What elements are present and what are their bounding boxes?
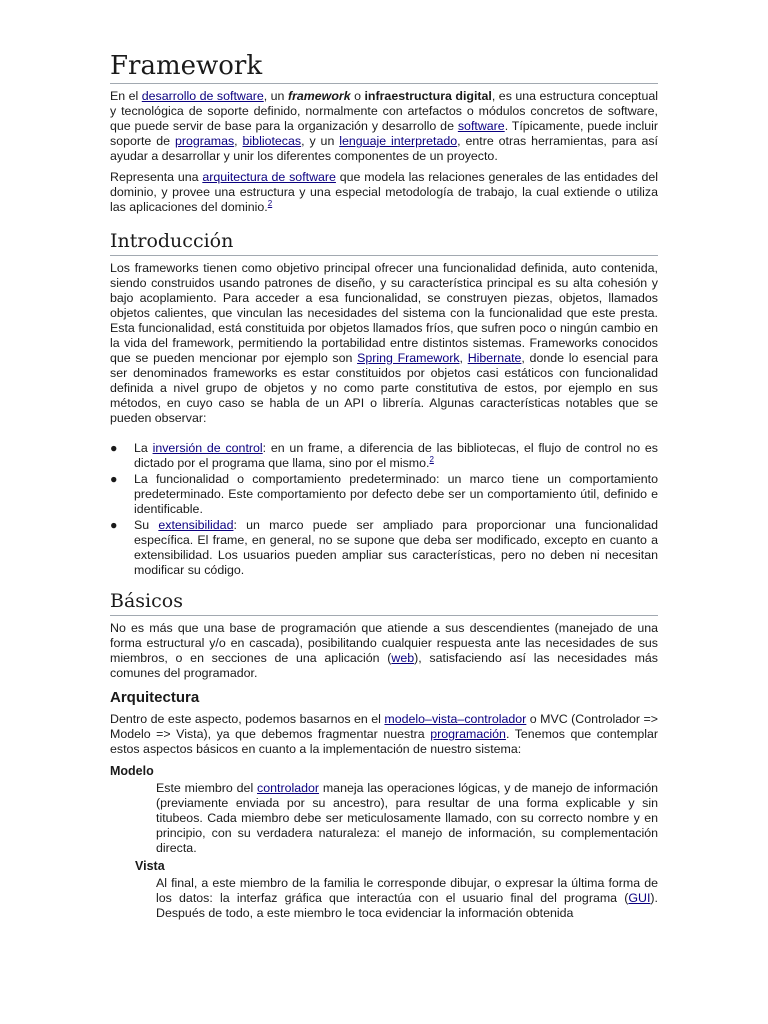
modelo-paragraph: Este miembro del controlador maneja las operaciones lógicas, y de manejo de información (previamente enviada por su ancestro), para resultar de una forma explicable y sin titubeos. Cada miembro debe ser meticulosamente llamado, con su correcto nombre y en principio, con su verdadera naturaleza: el manejo de información, su complementación directa. bbox=[156, 781, 658, 855]
list-item: ● La funcionalidad o comportamiento predeterminado: un marco tiene un comportamiento predeterminado. Este comportamiento por defecto debe ser un comportamiento útil, definido e identificable. bbox=[110, 472, 658, 516]
arquitectura-paragraph: Dentro de este aspecto, podemos basarnos en el modelo–vista–controlador o MVC (Controlador => Modelo => Vista), ya que debemos fragmentar nuestra programación. Tenemos que contemplar estos aspectos básicos en cuanto a la implementación de nuestro sistema: bbox=[110, 712, 658, 756]
link-hibernate[interactable]: Hibernate bbox=[467, 351, 522, 365]
link-programacion[interactable]: programación bbox=[430, 727, 506, 741]
features-list bbox=[110, 441, 658, 578]
link-desarrollo-de-software[interactable]: desarrollo de software bbox=[141, 89, 264, 103]
framework-term: framework bbox=[287, 89, 351, 103]
infraestructura-digital-term: infraestructura digital bbox=[364, 89, 492, 103]
subheading-modelo: Modelo bbox=[110, 764, 154, 778]
bullet-icon: ● bbox=[110, 518, 118, 532]
link-modelo-vista-controlador[interactable]: modelo–vista–controlador bbox=[384, 712, 527, 726]
intro-paragraph-1: En el desarrollo de software, un framework o infraestructura digital, es una estructura conceptual y tecnológica de soporte definido, normalmente con artefactos o módulos concretos de software, que puede servir de base para la organización y desarrollo de software. Típicamente, puede incluir soporte de programas, bibliotecas, y un lenguaje interpretado, entre otras herramientas, para así ayudar a desarrollar y unir los diferentes componentes de un proyecto. bbox=[110, 89, 659, 163]
vista-paragraph: Al final, a este miembro de la familia le corresponde dibujar, o expresar la última forma de los datos: la interfaz gráfica que interactúa con el usuario final del programa (GUI). Después de todo, a este miembro le toca evidenciar la información obtenida bbox=[156, 876, 658, 920]
reference-link[interactable]: 2 bbox=[267, 198, 273, 208]
bullet-icon: ● bbox=[110, 472, 118, 486]
link-bibliotecas[interactable]: bibliotecas bbox=[242, 134, 302, 148]
section-heading-basicos: Básicos bbox=[110, 588, 658, 616]
link-web[interactable]: web bbox=[391, 651, 415, 665]
section-heading-arquitectura: Arquitectura bbox=[110, 689, 200, 706]
link-spring-framework[interactable]: Spring Framework bbox=[357, 351, 460, 365]
bullet-icon: ● bbox=[110, 441, 118, 455]
article-content bbox=[110, 50, 658, 921]
section-heading-introduccion: Introducción bbox=[110, 228, 658, 256]
link-extensibilidad[interactable]: extensibilidad bbox=[158, 518, 234, 532]
subheading-vista: Vista bbox=[135, 859, 165, 873]
link-arquitectura-de-software[interactable]: arquitectura de software bbox=[202, 170, 336, 184]
link-lenguaje-interpretado[interactable]: lenguaje interpretado bbox=[339, 134, 458, 148]
introduccion-paragraph: Los frameworks tienen como objetivo principal ofrecer una funcionalidad definida, auto contenida, siendo construidos usando patrones de diseño, y su característica principal es su alta cohesión y bajo acoplamiento. Para acceder a esa funcionalidad, se construyen piezas, objetos, llamados objetos calientes, que vinculan las necesidades del sistema con la funcionalidad que este presta. Esta funcionalidad, está constituida por objetos llamados fríos, que sufren poco o ningún cambio en la vida del framework, permitiendo la portabilidad entre distintos sistemas. Frameworks conocidos que se pueden mencionar por ejemplo son Spring Framework, Hibernate, donde lo esencial para ser denominados frameworks es estar constituidos por objetos casi estáticos con funcionalidad definida a nivel grupo de objetos y no como parte constitutiva de estos, por ejemplo en sus métodos, en cuyo caso se habla de un API o librería. Algunas características notables que se pueden observar: bbox=[110, 261, 658, 425]
basicos-paragraph: No es más que una base de programación que atiende a sus descendientes (manejado de una forma estructural y/o en cascada), posibilitando cualquier respuesta ante las necesidades de sus miembros, o en secciones de una aplicación (web), satisfaciendo así las necesidades más comunes del programador. bbox=[110, 621, 659, 680]
reference-link[interactable]: 2 bbox=[429, 454, 434, 464]
list-item: ● La inversión de control: en un frame, a diferencia de las bibliotecas, el flujo de control no es dictado por el programa que llama, sino por el mismo.$^2$ bbox=[110, 441, 658, 470]
page-title: Framework bbox=[110, 50, 658, 84]
link-programas[interactable]: programas bbox=[174, 134, 235, 148]
link-inversion-de-control[interactable]: inversión de control bbox=[152, 441, 263, 455]
link-gui[interactable]: GUI bbox=[628, 891, 651, 905]
link-controlador[interactable]: controlador bbox=[257, 781, 320, 795]
list-item: ● Su extensibilidad: un marco puede ser ampliado para proporcionar una funcionalidad específica. El frame, en general, no se supone que deba ser modificado, excepto en cuanto a extensibilidad. Los usuarios pueden ampliar sus características, pero no deben ni necesitan modificar su código. bbox=[110, 518, 658, 577]
intro-paragraph-2: Representa una arquitectura de software que modela las relaciones generales de las entidades del dominio, y provee una estructura y una especial metodología de trabajo, la cual extiende o utiliza las aplicaciones del dominio.$^2$ bbox=[110, 170, 658, 214]
link-software[interactable]: software bbox=[457, 119, 505, 133]
